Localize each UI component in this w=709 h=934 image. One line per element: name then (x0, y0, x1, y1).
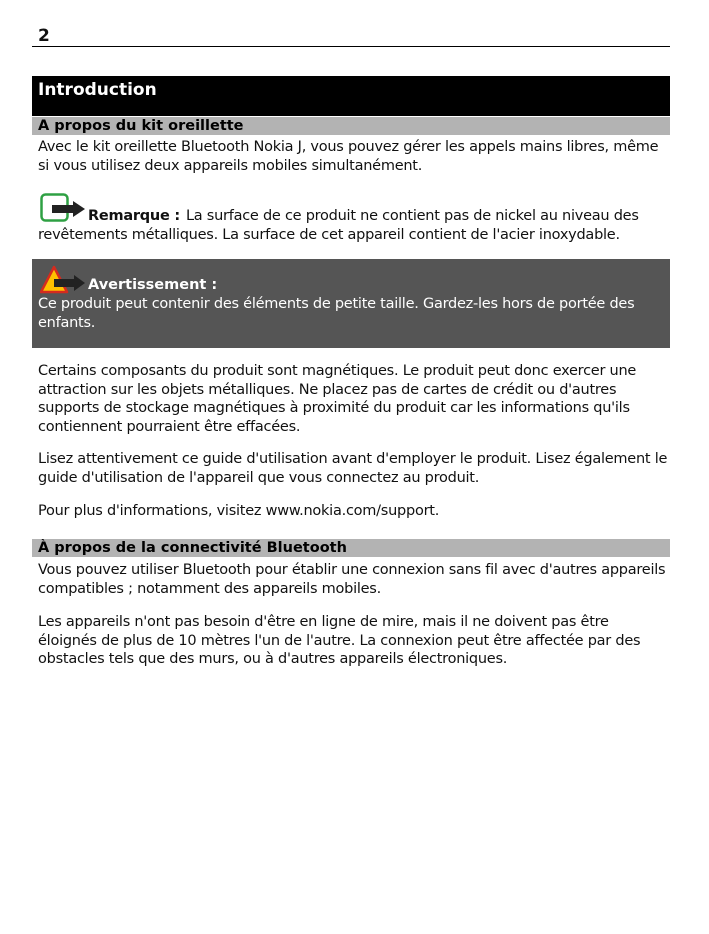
warning-text: Ce produit peut contenir des éléments de petite taille. Gardez-les hors de portée des enfants. (38, 296, 635, 331)
section-heading-bluetooth: À propos de la connectivité Bluetooth (32, 539, 670, 557)
header-rule (32, 46, 670, 47)
kit-intro-paragraph: Avec le kit oreillette Bluetooth Nokia J, vous pouvez gérer les appels mains libres, même si vous utilisez deux appareils mobiles simultanément. (38, 139, 659, 174)
more-info-paragraph: Pour plus d'informations, visitez www.nokia.com/support. (38, 503, 440, 519)
magnetic-paragraph: Certains composants du produit sont magnétiques. Le produit peut donc exercer une attraction sur les objets métalliques. Ne placez pas de cartes de crédit ou d'autres supports de stockage magnétiques à proximité du produit car les informations qu'ils contiennent pourraient être effacées. (38, 363, 637, 435)
note (38, 207, 670, 245)
bluetooth-paragraph-1: Vous pouvez utiliser Bluetooth pour établir une connexion sans fil avec d'autres appareils compatibles ; notamment des appareils mobiles. (38, 562, 666, 597)
note-text: La surface de ce produit ne contient pas de nickel au niveau des revêtements métalliques. La surface de cet appareil contient de l'acier inoxydable. (38, 208, 639, 243)
warning-box (32, 259, 670, 348)
read-guide-paragraph: Lisez attentivement ce guide d'utilisation avant d'employer le produit. Lisez également le guide d'utilisation de l'appareil que vous connectez au produit. (38, 451, 668, 486)
page-number: 2 (38, 26, 50, 46)
warning-icon (40, 265, 86, 295)
warning-label: Avertissement : (88, 277, 218, 293)
bluetooth-paragraph-2: Les appareils n'ont pas besoin d'être en ligne de mire, mais il ne doivent pas être éloignés de plus de 10 mètres l'un de l'autre. La connexion peut être affectée par des obstacles tels que des murs, ou à d'autres appareils électroniques. (38, 614, 641, 667)
section-heading-kit: A propos du kit oreillette (32, 117, 670, 135)
chapter-title: Introduction (32, 76, 670, 116)
note-label: Remarque : (88, 208, 180, 224)
